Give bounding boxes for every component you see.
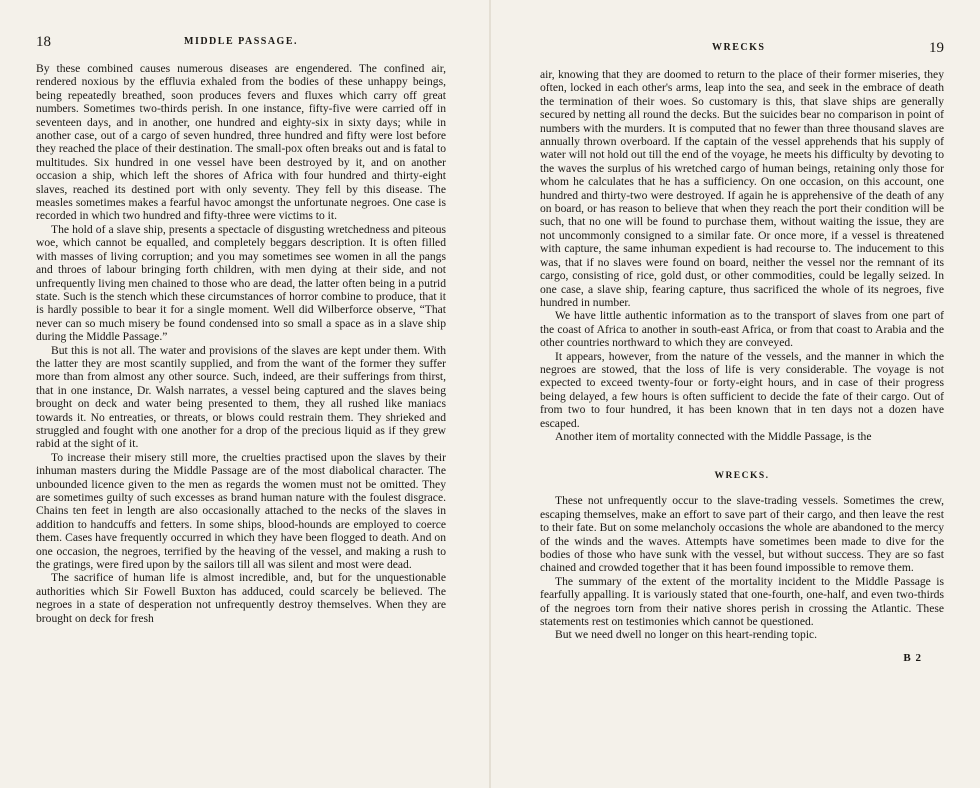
paragraph: It appears, however, from the nature of the vessels, and the manner in which the negroes are stowed, that the loss of life is very considerable. The voyage is not expected to exceed twenty-four or forty-eight hours, and in case of their progress being delayed, a few hours is often sufficient to decide the fate of their cargo. Out of from two to four hundred, it has been known that in ten days not a dozen have escaped. bbox=[540, 349, 944, 430]
paragraph: By these combined causes numerous diseases are engendered. The confined air, rendered noxious by the effluvia exhaled from the bodies of these unhappy beings, being repeatedly breathed, soon produces fevers and fluxes which carry off great numbers. Sometimes two-thirds perish. In one instance, fifty-five were carried off in seventeen days, and in another, one hundred and eighty-six in sixty days; while in another case, out of a cargo of seven hundred, three hundred and fifty were lost before they reached the place of their destination. The small-pox often breaks out and is fatal to multitudes. Six hundred in one vessel have been destroyed by it, and on another occasion a ship, which left the shores of Africa with four hundred and thirty-eight slaves, reached its destined port with only seventy. They fell by this disease. The measles sometimes makes a fearful havoc amongst the unfortunate negroes. One case is recorded in which two hundred and fifty-three were victims to it. bbox=[36, 62, 446, 223]
section-heading: WRECKS. bbox=[714, 471, 770, 482]
paragraph: These not unfrequently occur to the slave-trading vessels. Sometimes the crew, escaping themselves, make an effort to save part of their cargo, and then leave the rest to their fate. But on some melancholy occasions the whole are abandoned to the mercy of the winds and the waves. Attempts have sometimes been made to dive for the bodies of those who have sunk with the vessel, but without success. They are so fast chained and crowded together that it has been found impossible to remove them. bbox=[540, 494, 944, 575]
paragraph: To increase their misery still more, the cruelties practised upon the slaves by their inhuman masters during the Middle Passage are of the most diabolical character. The unbounded licence given to the men as regards the women must not be omitted. They are sometimes guilty of such excesses as brand human nature with the foulest disgrace. Chains ten feet in length are also occasionally attached to the necks of the slaves in addition to handcuffs and fetters. In some ships, blood-hounds are employed to coerce them. Cases have frequently occurred in which they have been flogged to death. And on one occasion, the negroes, terrified by the heaving of the vessel, and making a rush to the gratings, were fired upon by the sailors till all was silent and most were dead. bbox=[36, 450, 446, 572]
running-head bbox=[540, 40, 944, 62]
running-head-title: WRECKS bbox=[712, 42, 766, 53]
page-number: 19 bbox=[929, 40, 944, 56]
paragraph: The summary of the extent of the mortality incident to the Middle Passage is fearfully appalling. It is variously stated that one-fourth, one-half, and even two-thirds of the negroes torn from their native shores perish in crossing the Atlantic. These statements rest on testimonies which cannot be questioned. bbox=[540, 574, 944, 629]
paragraph: The hold of a slave ship, presents a spectacle of disgusting wretchedness and piteous woe, which cannot be equalled, and completely beggars description. It is often filled with masses of living corruption; and you may sometimes see women in all the pangs and throes of labour bringing forth children, with men dying at their side, and not unfrequently living men chained to those who are dead, the latter often being in a putrid state. Such is the stench which these circumstances of horror combine to produce, that it is hardly possible to bear it for a single moment. Well did Wilberforce observe, “That never can so much misery be found condensed into so small a space as in a slave ship during the Middle Passage.” bbox=[36, 222, 446, 344]
running-head-title: MIDDLE PASSAGE. bbox=[184, 36, 298, 47]
paragraph: air, knowing that they are doomed to return to the place of their former miseries, they often, locked in each other's arms, leap into the sea, and seek in the embrace of death the termination of their woes. So customary is this, that slave ships are generally secured by netting all round the decks. But the suicides bear no comparison in point of numbers with the murders. It is computed that no fewer than three thousand slaves are annually thrown overboard. If the captain of the vessel apprehends that his supply of water will not hold out till the end of the voyage, he meets his difficulty by devoting to the waves the surplus of his wretched cargo of human beings, retaining only those for whom he calculates that he has a sufficiency. On one occasion, on this account, one hundred and thirty-two were destroyed. If again he is apprehensive of the death of any on board, or has reason to believe that when they reach the port their condition will be such, that no one will be found to purchase them, without waiting the issue, they are not uncommonly consigned to a similar fate. Or once more, if a vessel is threatened with capture, the same inhuman expedient is had recourse to. The inducement to this was, that if no slaves were found on board, neither the vessel nor the remnant of its cargo, consisting of rice, gold dust, or other commodities, could be legally seized. In one case, a slave ship, fearing capture, thus sacrificed the whole of its negroes, five hundred in number. bbox=[540, 68, 944, 309]
right-body-text bbox=[540, 68, 944, 642]
paragraph: We have little authentic information as to the transport of slaves from one part of the coast of Africa to another in south-east Africa, or from that coast to Arabia and the other countries northward to which they are conveyed. bbox=[540, 309, 944, 350]
signature-mark: B 2 bbox=[903, 651, 922, 664]
paragraph: The sacrifice of human life is almost incredible, and, but for the unquestionable authorities which Sir Fowell Buxton has adduced, could scarcely be believed. The negroes in a state of desperation not unfrequently destroy themselves. When they are brought on deck for fresh bbox=[36, 571, 446, 625]
paragraph: Another item of mortality connected with the Middle Passage, is the bbox=[555, 429, 872, 443]
page-number: 18 bbox=[36, 34, 51, 50]
paragraph: But this is not all. The water and provisions of the slaves are kept under them. With the latter they are most scantily supplied, and from the want of the former they suffer more than from almost any other source. Such, indeed, are their sufferings from thirst, that in one instance, Dr. Walsh narrates, a vessel being captured and the slaves being brought on deck and water being presented to them, they all rushed like maniacs towards it. No entreaties, or threats, or blows could restrain them. They shrieked and struggled and fought with one another for a drop of the precious liquid as if they grew rabid at the sight of it. bbox=[36, 343, 446, 451]
right-page bbox=[490, 0, 980, 788]
running-head bbox=[36, 34, 446, 56]
left-body-text bbox=[36, 62, 446, 625]
paragraph: But we need dwell no longer on this heart-rending topic. bbox=[555, 628, 818, 642]
